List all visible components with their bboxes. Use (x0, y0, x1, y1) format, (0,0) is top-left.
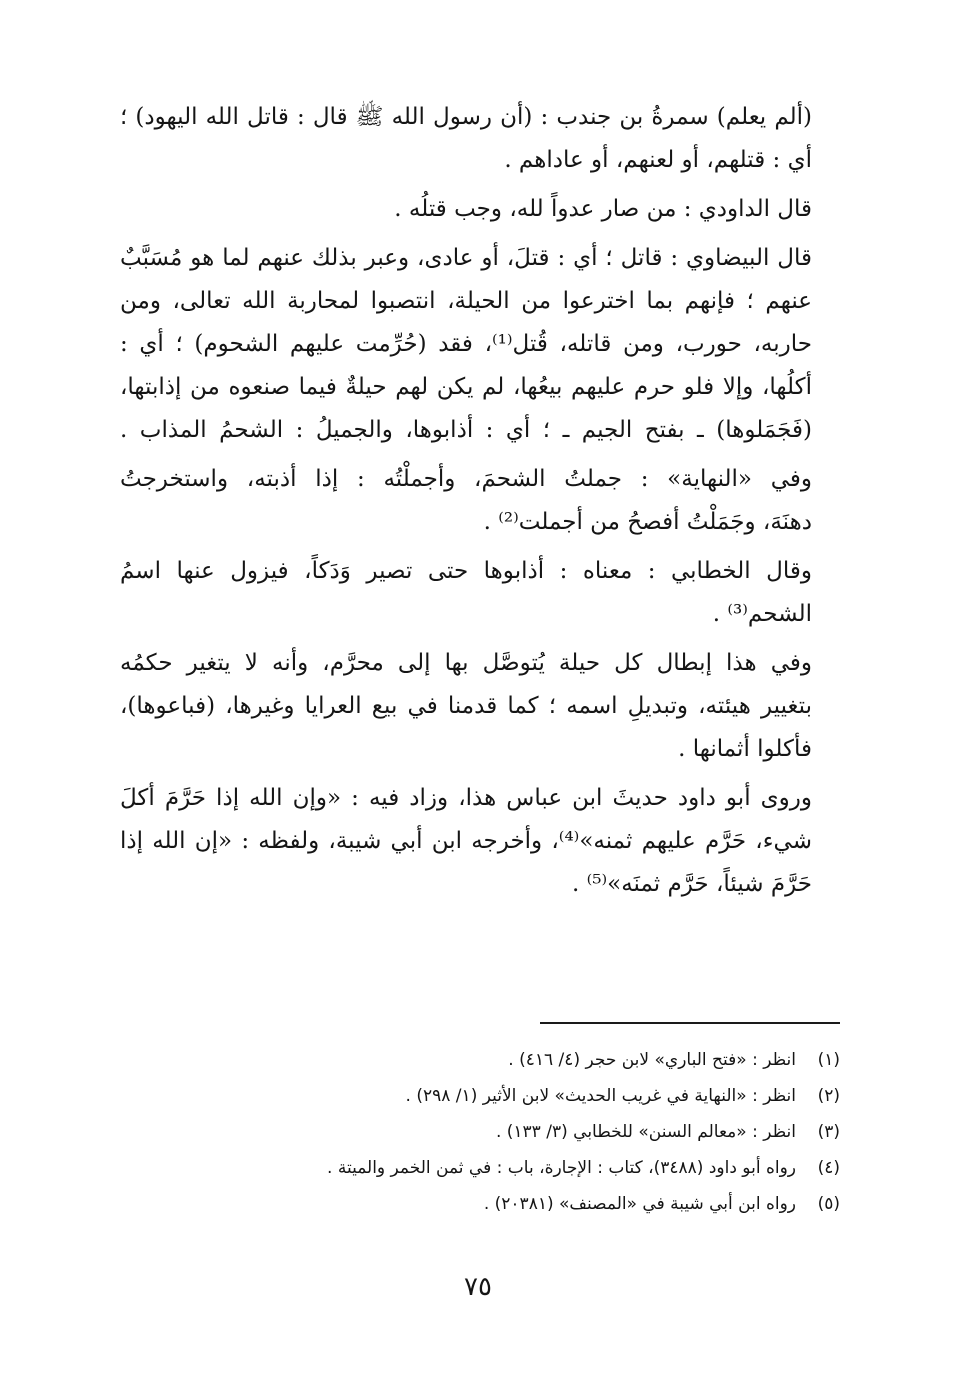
text-line: وفي هذا إبطال كل حيلة يُتوصَّل بها إلى محرَّم، وأنه لا يتغير حكمُه (120, 650, 812, 676)
text-line: وروى أبو داود حديثَ ابن عباس هذا، وزاد فيه : «وإن الله إذا حَرَّمَ أكلَ (120, 785, 812, 811)
text-line: قال البيضاوي : قاتل ؛ أي : قتلَ، أو عادى، وعبر بذلك عنهم لما هو مُسَبَّبٌ (120, 245, 812, 271)
paragraph (120, 96, 842, 182)
text-line: وقال الخطابي : معناه : أذابوها حتى تصير وَدَكاً، فيزول عنها اسمُ (120, 558, 812, 584)
text-line: قال الداودي : من صار عدواً لله، وجب قتلُه . (394, 196, 812, 222)
footnotes (120, 1042, 840, 1222)
footnote (120, 1042, 840, 1078)
footnote-text: انظر : «فتح الباري» لابن حجر (٤/ ٤١٦) . (508, 1050, 796, 1070)
text-line: حَرَّمَ شيئاً، حَرَّم ثمنَه»⁽⁵⁾ . (571, 871, 812, 897)
text-line: أكلُها، وإلا فلو حرم عليهم بيعُها، لم يكن لهم حيلةٌ فيما صنعوه من إذابتها، (120, 374, 812, 400)
paragraph (120, 237, 842, 452)
text-line: (فَجَمَلوها) ـ بفتح الجيم ـ ؛ أي : أذابوها، والجميلُ : الشحمُ المذاب . (120, 417, 812, 443)
footnote-number: (١) (817, 1050, 840, 1070)
main-text (120, 96, 842, 912)
text-line: (ألم يعلم) سمرةُ بن جندب : (أن رسول الله ﷺ قال : قاتل الله اليهود) ؛ (120, 104, 812, 130)
text-line: وفي «النهاية» : جملتُ الشحمَ، وأجملْتُه : إذا أذبته، واستخرجتُ (120, 466, 812, 492)
paragraph (120, 458, 842, 544)
text-line: أي : قتلهم، أو لعنهم، أو عاداهم . (504, 147, 812, 173)
footnote-number: (٥) (817, 1194, 840, 1214)
footnote (120, 1186, 840, 1222)
footnote-separator (540, 1022, 840, 1024)
paragraph (120, 550, 842, 636)
paragraph (120, 188, 842, 231)
paragraph (120, 642, 842, 771)
footnote-text: رواه أبو داود (٣٤٨٨)، كتاب : الإجارة، باب : في ثمن الخمر والميتة . (327, 1158, 796, 1178)
text-line: فأكلوا أثمانها . (678, 736, 812, 762)
footnote-number: (٢) (817, 1086, 840, 1106)
footnote (120, 1150, 840, 1186)
footnote-number: (٤) (817, 1158, 840, 1178)
footnote-text: رواه ابن أبي شيبة في «المصنف» (٢٠٣٨١) . (483, 1194, 796, 1214)
text-line: بتغيير هيئته، وتبديلِ اسمه ؛ كما قدمنا في بيع العرايا وغيرها، (فباعوها)، (120, 693, 812, 719)
text-line: حاربه، حورب، ومن قاتله، قُتل⁽¹⁾، فقد (حُرِّمت عليهم الشحوم) ؛ أي : (120, 331, 812, 357)
text-line: شيء، حَرَّم عليهم ثمنه»⁽⁴⁾، وأخرجه ابن أبي شيبة، ولفظه : «إن الله إذا (120, 828, 812, 854)
footnote (120, 1078, 840, 1114)
footnote-number: (٣) (817, 1122, 840, 1142)
footnote-text: انظر : «معالم السنن» للخطابي (٣/ ١٣٣) . (495, 1122, 796, 1142)
page-number: ٧٥ (464, 1272, 492, 1302)
text-line: عنهم ؛ فإنهم بما اخترعوا من الحيلة، انتصبوا لمحاربة الله تعالى، ومن (120, 288, 812, 314)
text-line: دهنَهَ، وجَمَلْتُ أفصحُ من أجملت⁽²⁾ . (483, 509, 812, 535)
footnote-text: انظر : «النهاية في غريب الحديث» لابن الأثير (١/ ٢٩٨) . (405, 1086, 796, 1106)
text-line: الشحم⁽³⁾ . (712, 601, 812, 627)
footnote (120, 1114, 840, 1150)
paragraph (120, 777, 842, 906)
